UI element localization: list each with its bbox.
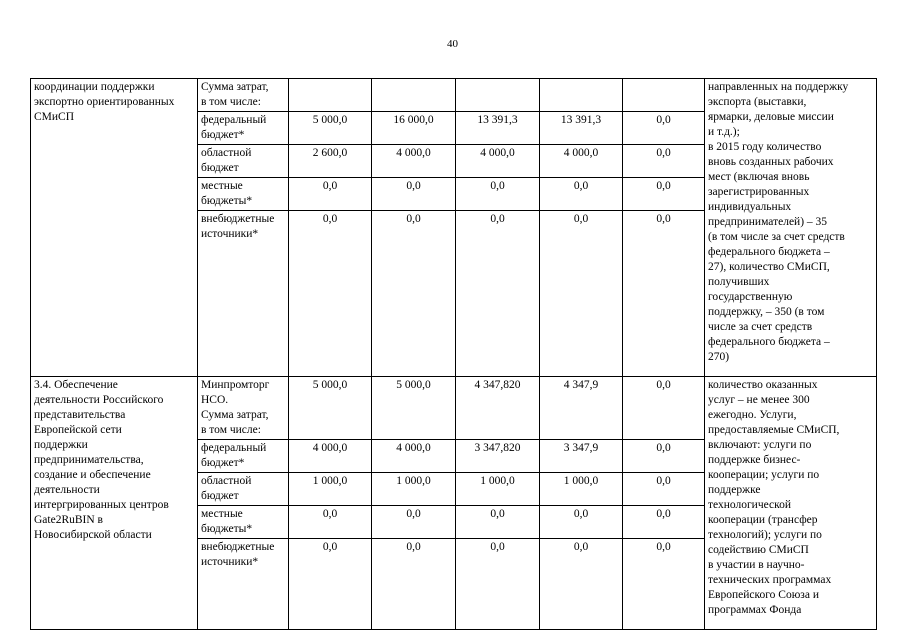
- activity-name-cell: координации поддержки экспортно ориентированных СМиСП: [31, 79, 198, 377]
- value-cell: 4 000,0: [372, 145, 456, 178]
- value-cell: 0,0: [623, 539, 705, 630]
- value-cell: 4 000,0: [456, 145, 540, 178]
- value-cell: 4 000,0: [540, 145, 623, 178]
- value-cell: 0,0: [372, 178, 456, 211]
- value-cell: [456, 79, 540, 112]
- value-cell: 0,0: [289, 539, 372, 630]
- value-cell: 13 391,3: [540, 112, 623, 145]
- value-cell: 0,0: [456, 178, 540, 211]
- value-cell: [289, 79, 372, 112]
- value-cell: [540, 79, 623, 112]
- value-cell: 0,0: [623, 440, 705, 473]
- program-table: [30, 78, 877, 630]
- page-number: 40: [447, 38, 458, 50]
- value-cell: 0,0: [289, 506, 372, 539]
- value-cell: 0,0: [623, 506, 705, 539]
- value-cell: 0,0: [540, 211, 623, 377]
- funding-source-label: местные бюджеты*: [198, 178, 289, 211]
- funding-source-label: внебюджетные источники*: [198, 539, 289, 630]
- value-cell: 0,0: [372, 539, 456, 630]
- result-description-cell: направленных на поддержку экспорта (выставки, ярмарки, деловые миссии и т.д.); в 2015 году количество вновь созданных рабочих мест (включая вновь зарегистрированных индивидуальных предпринимателей) – 35 (в том числе за счет средств федерального бюджета – 27), количество СМиСП, получивших государственную поддержку, – 350 (в том числе за счет средств федерального бюджета – 270): [705, 79, 877, 377]
- value-cell: 0,0: [623, 211, 705, 377]
- value-cell: 4 000,0: [372, 440, 456, 473]
- value-cell: 16 000,0: [372, 112, 456, 145]
- value-cell: 0,0: [456, 211, 540, 377]
- value-cell: 0,0: [456, 506, 540, 539]
- funding-source-label: Сумма затрат, в том числе:: [198, 79, 289, 112]
- value-cell: 2 600,0: [289, 145, 372, 178]
- funding-source-label: федеральный бюджет*: [198, 440, 289, 473]
- value-cell: 3 347,820: [456, 440, 540, 473]
- funding-source-label: Минпромторг НСО. Сумма затрат, в том числе:: [198, 377, 289, 440]
- result-description-cell: количество оказанных услуг – не менее 300 ежегодно. Услуги, предоставляемые СМиСП, включают: услуги по поддержке бизнес- кооперации; услуги по поддержке технологической кооперации (трансфер технологий); услуги по содействию СМиСП в участии в научно- технических программах Европейского Союза и программах Фонда: [705, 377, 877, 630]
- funding-source-label: областной бюджет: [198, 473, 289, 506]
- activity-name-cell: 3.4. Обеспечение деятельности Российского представительства Европейской сети поддержки предпринимательства, создание и обеспечение деятельности интергрированных центров Gate2RuBIN в Новосибирской области: [31, 377, 198, 630]
- table-row: [31, 377, 877, 440]
- value-cell: 1 000,0: [540, 473, 623, 506]
- value-cell: 0,0: [289, 178, 372, 211]
- funding-source-label: местные бюджеты*: [198, 506, 289, 539]
- value-cell: 0,0: [372, 506, 456, 539]
- value-cell: 3 347,9: [540, 440, 623, 473]
- funding-source-label: областной бюджет: [198, 145, 289, 178]
- value-cell: 0,0: [540, 178, 623, 211]
- value-cell: [372, 79, 456, 112]
- value-cell: 1 000,0: [289, 473, 372, 506]
- value-cell: 5 000,0: [289, 112, 372, 145]
- table-row: [31, 79, 877, 112]
- value-cell: 0,0: [623, 377, 705, 440]
- value-cell: 0,0: [623, 473, 705, 506]
- value-cell: 0,0: [623, 178, 705, 211]
- value-cell: 1 000,0: [456, 473, 540, 506]
- funding-source-label: внебюджетные источники*: [198, 211, 289, 377]
- value-cell: 0,0: [540, 506, 623, 539]
- value-cell: 0,0: [372, 211, 456, 377]
- value-cell: 5 000,0: [289, 377, 372, 440]
- value-cell: 0,0: [456, 539, 540, 630]
- funding-source-label: федеральный бюджет*: [198, 112, 289, 145]
- value-cell: 4 347,820: [456, 377, 540, 440]
- value-cell: 4 347,9: [540, 377, 623, 440]
- value-cell: 0,0: [623, 112, 705, 145]
- value-cell: [623, 79, 705, 112]
- value-cell: 0,0: [289, 211, 372, 377]
- value-cell: 0,0: [540, 539, 623, 630]
- value-cell: 4 000,0: [289, 440, 372, 473]
- value-cell: 5 000,0: [372, 377, 456, 440]
- value-cell: 0,0: [623, 145, 705, 178]
- value-cell: 13 391,3: [456, 112, 540, 145]
- value-cell: 1 000,0: [372, 473, 456, 506]
